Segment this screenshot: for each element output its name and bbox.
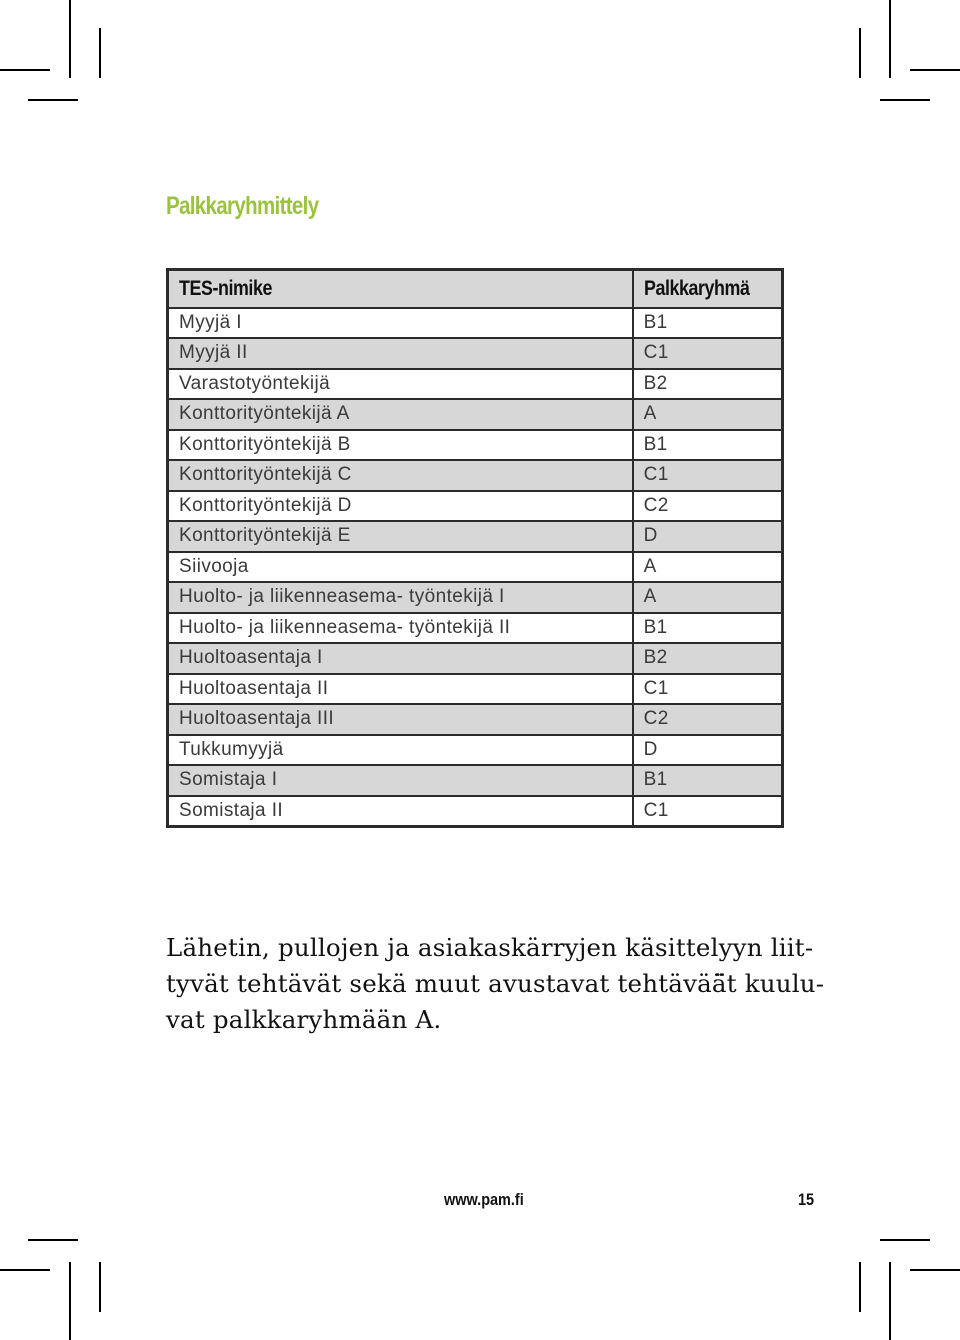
group-cell: C2 — [633, 491, 783, 522]
title-cell: Myyjä I — [168, 308, 633, 339]
crop-mark — [99, 1262, 101, 1312]
table-row — [168, 552, 783, 583]
table-row — [168, 430, 783, 461]
note-line: Lähetin, pullojen ja asiakaskärryjen käsittelyyn liit- — [166, 933, 814, 962]
crop-mark — [910, 69, 960, 71]
group-cell: C1 — [633, 674, 783, 705]
table-row — [168, 369, 783, 400]
group-cell: D — [633, 521, 783, 552]
table-row — [168, 796, 783, 827]
title-cell: Konttorityöntekijä E — [168, 521, 633, 552]
salary-group-table — [166, 268, 784, 828]
group-cell: D — [633, 735, 783, 766]
title-cell: Siivooja — [168, 552, 633, 583]
group-cell: B1 — [633, 430, 783, 461]
page-heading: Palkkaryhmittely — [166, 192, 319, 220]
crop-mark — [99, 28, 101, 78]
group-cell: A — [633, 552, 783, 583]
table-row — [168, 674, 783, 705]
group-cell: C1 — [633, 338, 783, 369]
crop-mark — [880, 99, 930, 101]
title-cell: Huoltoasentaja III — [168, 704, 633, 735]
table-row — [168, 338, 783, 369]
title-cell: Konttorityöntekijä D — [168, 491, 633, 522]
title-cell: Huoltoasentaja II — [168, 674, 633, 705]
crop-mark — [28, 99, 78, 101]
page-number: 15 — [798, 1190, 815, 1209]
table-row — [168, 399, 783, 430]
table-row — [168, 735, 783, 766]
table-row — [168, 521, 783, 552]
group-cell: C1 — [633, 460, 783, 491]
footer-url-link[interactable]: www.pam.fi — [444, 1190, 524, 1209]
crop-mark — [880, 1239, 930, 1241]
group-cell: B2 — [633, 369, 783, 400]
table-row — [168, 643, 783, 674]
table-row — [168, 613, 783, 644]
note-paragraph — [166, 930, 825, 1038]
crop-mark — [69, 0, 71, 78]
crop-mark — [0, 69, 50, 71]
title-cell: Myyjä II — [168, 338, 633, 369]
group-cell: B1 — [633, 308, 783, 339]
group-cell: A — [633, 399, 783, 430]
group-cell: B1 — [633, 765, 783, 796]
group-cell: C2 — [633, 704, 783, 735]
table-row — [168, 460, 783, 491]
crop-mark — [859, 1262, 861, 1312]
crop-mark — [889, 1262, 891, 1340]
table-row — [168, 491, 783, 522]
header-cell-title: TES-nimike — [168, 270, 633, 308]
table-row — [168, 582, 783, 613]
crop-mark — [69, 1262, 71, 1340]
group-cell: B2 — [633, 643, 783, 674]
title-cell: Somistaja I — [168, 765, 633, 796]
header-cell-group: Palkkaryhmä — [633, 270, 783, 308]
crop-mark — [889, 0, 891, 78]
table-row — [168, 765, 783, 796]
title-cell: Huolto- ja liikenneasema- työntekijä I — [168, 582, 633, 613]
table-header-row — [168, 270, 783, 308]
note-line: tyvät tehtävät sekä muut avustavat tehtävää̈t kuulu- — [166, 969, 825, 998]
group-cell: A — [633, 582, 783, 613]
crop-mark — [910, 1269, 960, 1271]
group-cell: C1 — [633, 796, 783, 827]
table-row — [168, 308, 783, 339]
title-cell: Konttorityöntekijä A — [168, 399, 633, 430]
title-cell: Huoltoasentaja I — [168, 643, 633, 674]
crop-mark — [28, 1239, 78, 1241]
crop-mark — [0, 1269, 50, 1271]
note-line: vat palkkaryhmään A. — [166, 1005, 442, 1034]
group-cell: B1 — [633, 613, 783, 644]
title-cell: Tukkumyyjä — [168, 735, 633, 766]
crop-mark — [859, 28, 861, 78]
title-cell: Somistaja II — [168, 796, 633, 827]
title-cell: Konttorityöntekijä C — [168, 460, 633, 491]
title-cell: Konttorityöntekijä B — [168, 430, 633, 461]
table-row — [168, 704, 783, 735]
title-cell: Varastotyöntekijä — [168, 369, 633, 400]
title-cell: Huolto- ja liikenneasema- työntekijä II — [168, 613, 633, 644]
